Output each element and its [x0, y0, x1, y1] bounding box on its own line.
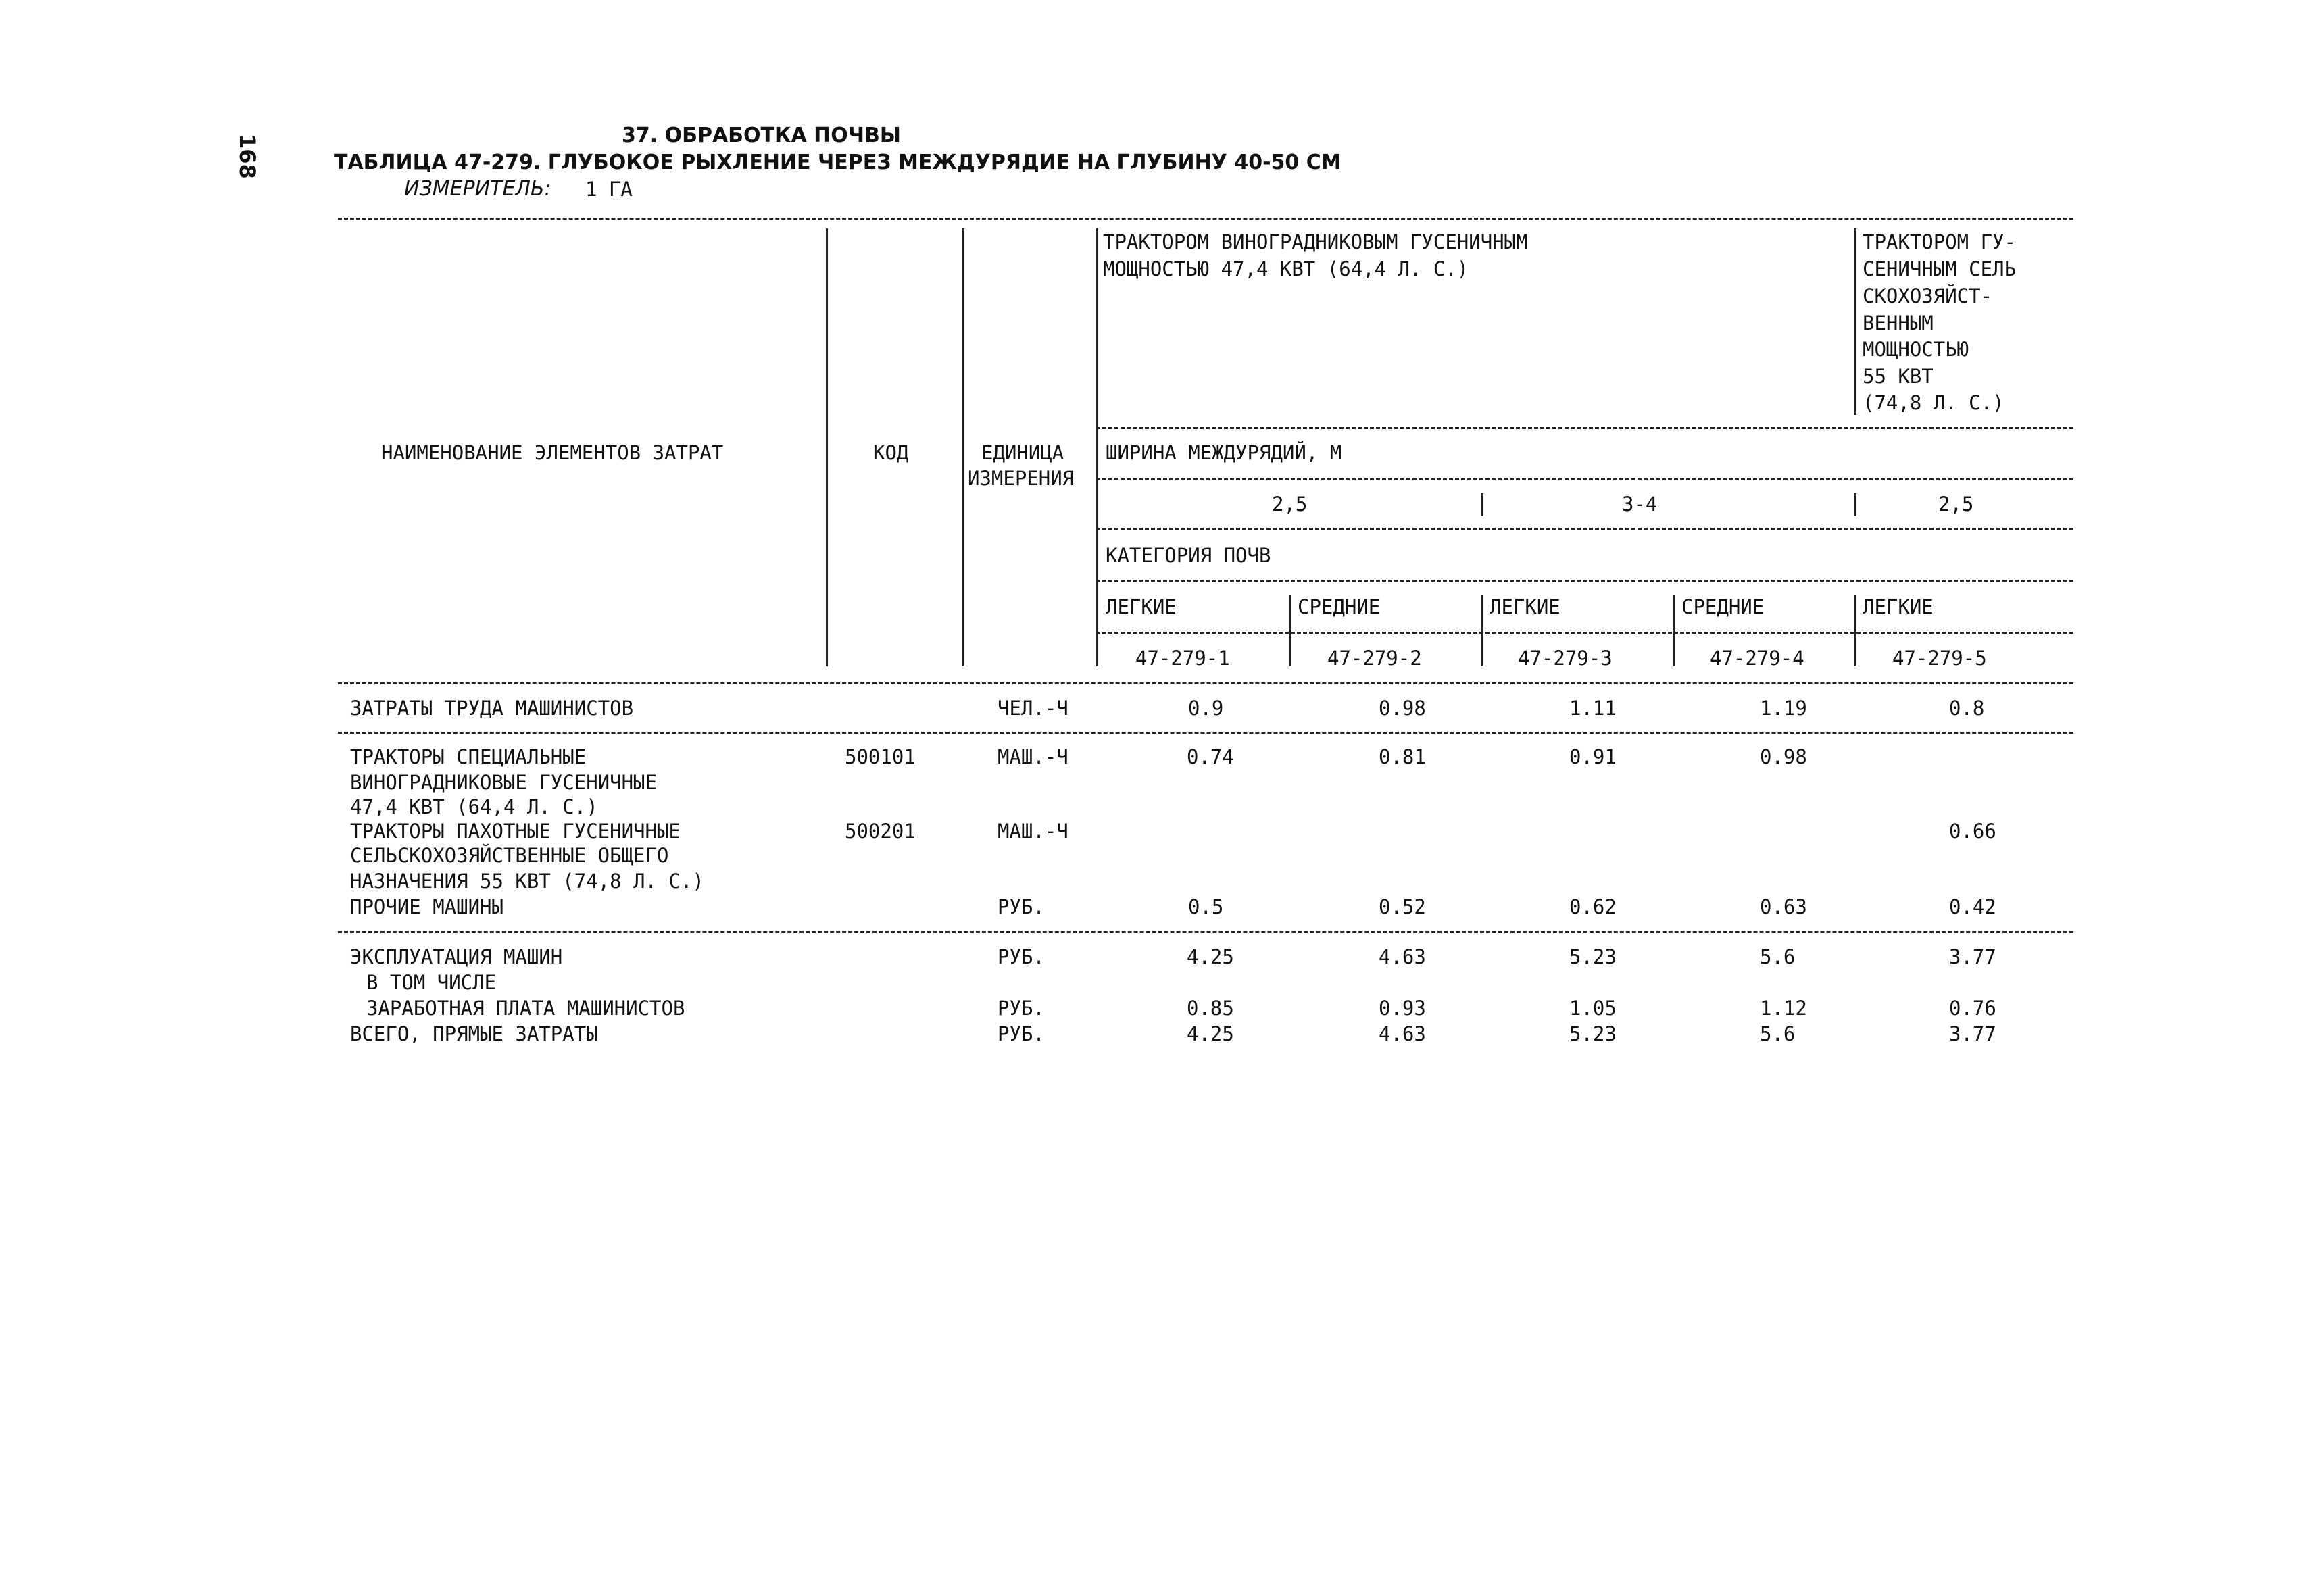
row-other-machines-value-5: 0.42: [1949, 895, 1996, 918]
table-title: ТАБЛИЦА 47-279. ГЛУБОКОЕ РЫХЛЕНИЕ ЧЕРЕЗ МЕЖДУРЯДИЕ НА ГЛУБИНУ 40-50 СМ: [334, 151, 1341, 174]
measure-label: ИЗМЕРИТЕЛЬ:: [404, 177, 551, 201]
row-tractors-special-name-line1: ТРАКТОРЫ СПЕЦИАЛЬНЫЕ: [350, 745, 587, 768]
width-value-3: 2,5: [1938, 493, 1974, 516]
row-wages-value-4: 1.12: [1760, 997, 1807, 1020]
tractor2-heading-line: МОЩНОСТЬЮ: [1863, 338, 1969, 361]
width-label: ШИРИНА МЕЖДУРЯДИЙ, М: [1106, 441, 1342, 464]
row-total-value-4: 5.6: [1760, 1022, 1796, 1045]
row-wages-value-3: 1.05: [1569, 997, 1617, 1020]
col-divider-width-2: [1481, 493, 1483, 516]
row-labor-unit: ЧЕЛ.-Ч: [998, 697, 1068, 720]
row-wages-value-1: 0.85: [1187, 997, 1234, 1020]
column-code-3: 47-279-3: [1518, 647, 1613, 670]
row-including-name: В ТОМ ЧИСЛЕ: [366, 971, 497, 994]
row-operation-value-5: 3.77: [1949, 945, 1996, 968]
row-labor-value-5: 0.8: [1949, 697, 1985, 720]
row-other-machines-name: ПРОЧИЕ МАШИНЫ: [350, 895, 503, 918]
col-divider-width-3: [1854, 493, 1856, 516]
row-wages-value-5: 0.76: [1949, 997, 1996, 1020]
row-tractors-plow-code: 500201: [845, 820, 916, 843]
soil-values-rule: [1096, 632, 2073, 634]
section-title: 37. ОБРАБОТКА ПОЧВЫ: [622, 124, 901, 147]
soil-value-4: СРЕДНИЕ: [1681, 595, 1765, 618]
row-tractors-plow-name-line3: НАЗНАЧЕНИЯ 55 КВТ (74,8 Л. С.): [350, 870, 704, 893]
row-labor-value-2: 0.98: [1379, 697, 1426, 720]
width-value-2: 3-4: [1622, 493, 1658, 516]
row-tractors-special-name-line3: 47,4 КВТ (64,4 Л. С.): [350, 795, 598, 818]
labor-row-rule: [338, 732, 2073, 734]
row-labor-value-3: 1.11: [1569, 697, 1617, 720]
row-tractors-special-value-3: 0.91: [1569, 745, 1617, 768]
measure-value: 1 ГА: [585, 178, 633, 201]
column-code-2: 47-279-2: [1327, 647, 1422, 670]
tractor2-heading-line: ТРАКТОРОМ ГУ-: [1863, 230, 2016, 253]
row-tractors-special-value-2: 0.81: [1379, 745, 1426, 768]
row-total-unit: РУБ.: [998, 1022, 1045, 1045]
col-divider-soil-3: [1481, 595, 1483, 666]
row-tractors-special-value-4: 0.98: [1760, 745, 1807, 768]
row-operation-value-3: 5.23: [1569, 945, 1617, 968]
column-code-5: 47-279-5: [1892, 647, 1987, 670]
header-unit-col-1: ЕДИНИЦА: [981, 441, 1064, 464]
row-total-value-1: 4.25: [1187, 1022, 1234, 1045]
row-wages-unit: РУБ.: [998, 997, 1045, 1020]
row-labor-value-4: 1.19: [1760, 697, 1807, 720]
width-value-1: 2,5: [1272, 493, 1308, 516]
soil-label: КАТЕГОРИЯ ПОЧВ: [1106, 544, 1271, 567]
row-tractors-special-code: 500101: [845, 745, 916, 768]
tractor2-heading-line: СКОХОЗЯЙСТ-: [1863, 284, 1993, 307]
col-divider-soil-2: [1289, 595, 1291, 666]
col-divider-code: [826, 228, 828, 666]
row-total-name: ВСЕГО, ПРЯМЫЕ ЗАТРАТЫ: [350, 1022, 598, 1045]
row-tractors-plow-name-line1: ТРАКТОРЫ ПАХОТНЫЕ ГУСЕНИЧНЫЕ: [350, 820, 681, 843]
col-divider-soil-5: [1854, 595, 1856, 666]
row-operation-value-4: 5.6: [1760, 945, 1796, 968]
row-wages-name: ЗАРАБОТНАЯ ПЛАТА МАШИНИСТОВ: [366, 997, 685, 1020]
tractor2-heading-line: ВЕННЫМ: [1863, 311, 1934, 334]
col-divider-values: [1096, 228, 1098, 666]
row-operation-name: ЭКСПЛУАТАЦИЯ МАШИН: [350, 945, 563, 968]
row-tractors-plow-unit: МАШ.-Ч: [998, 820, 1068, 843]
machines-row-rule: [338, 931, 2073, 933]
column-code-1: 47-279-1: [1135, 647, 1230, 670]
header-code-col: КОД: [873, 441, 909, 464]
row-other-machines-value-4: 0.63: [1760, 895, 1807, 918]
width-values-rule: [1096, 528, 2073, 530]
tractor2-heading-line: СЕНИЧНЫМ СЕЛЬ: [1863, 257, 2016, 280]
soil-value-5: ЛЕГКИЕ: [1863, 595, 1934, 618]
header-unit-col-2: ИЗМЕРЕНИЯ: [968, 467, 1075, 490]
row-tractors-plow-value-5: 0.66: [1949, 820, 1996, 843]
col-divider-soil-4: [1673, 595, 1675, 666]
header-name-col: НАИМЕНОВАНИЕ ЭЛЕМЕНТОВ ЗАТРАТ: [381, 441, 724, 464]
soil-value-2: СРЕДНИЕ: [1298, 595, 1381, 618]
row-tractors-special-value-1: 0.74: [1187, 745, 1234, 768]
row-other-machines-unit: РУБ.: [998, 895, 1045, 918]
row-total-value-5: 3.77: [1949, 1022, 1996, 1045]
table-top-rule: [338, 218, 2073, 220]
soil-header-rule: [1096, 580, 2073, 582]
width-header-rule: [1096, 478, 2073, 480]
col-divider-unit: [962, 228, 964, 666]
row-other-machines-value-1: 0.5: [1188, 895, 1224, 918]
row-tractors-special-name-line2: ВИНОГРАДНИКОВЫЕ ГУСЕНИЧНЫЕ: [350, 771, 657, 794]
row-wages-value-2: 0.93: [1379, 997, 1426, 1020]
row-labor-name: ЗАТРАТЫ ТРУДА МАШИНИСТОВ: [350, 697, 634, 720]
tractor1-heading-line1: ТРАКТОРОМ ВИНОГРАДНИКОВЫМ ГУСЕНИЧНЫМ: [1103, 230, 1528, 253]
header-bottom-rule: [338, 682, 2073, 684]
page-number: 168: [235, 134, 260, 179]
row-total-value-3: 5.23: [1569, 1022, 1617, 1045]
row-other-machines-value-3: 0.62: [1569, 895, 1617, 918]
row-labor-value-1: 0.9: [1188, 697, 1224, 720]
tractor-header-rule: [1096, 427, 2073, 429]
column-code-4: 47-279-4: [1710, 647, 1804, 670]
col-divider-tractor2: [1854, 228, 1856, 415]
soil-value-3: ЛЕГКИЕ: [1490, 595, 1560, 618]
row-operation-unit: РУБ.: [998, 945, 1045, 968]
row-operation-value-1: 4.25: [1187, 945, 1234, 968]
row-operation-value-2: 4.63: [1379, 945, 1426, 968]
row-tractors-plow-name-line2: СЕЛЬСКОХОЗЯЙСТВЕННЫЕ ОБЩЕГО: [350, 844, 669, 867]
soil-value-1: ЛЕГКИЕ: [1106, 595, 1177, 618]
row-tractors-special-unit: МАШ.-Ч: [998, 745, 1068, 768]
row-total-value-2: 4.63: [1379, 1022, 1426, 1045]
tractor1-heading-line2: МОЩНОСТЬЮ 47,4 КВТ (64,4 Л. С.): [1103, 257, 1469, 280]
tractor2-heading-line: 55 КВТ: [1863, 365, 1934, 388]
row-other-machines-value-2: 0.52: [1379, 895, 1426, 918]
tractor2-heading-line: (74,8 Л. С.): [1863, 391, 2004, 414]
